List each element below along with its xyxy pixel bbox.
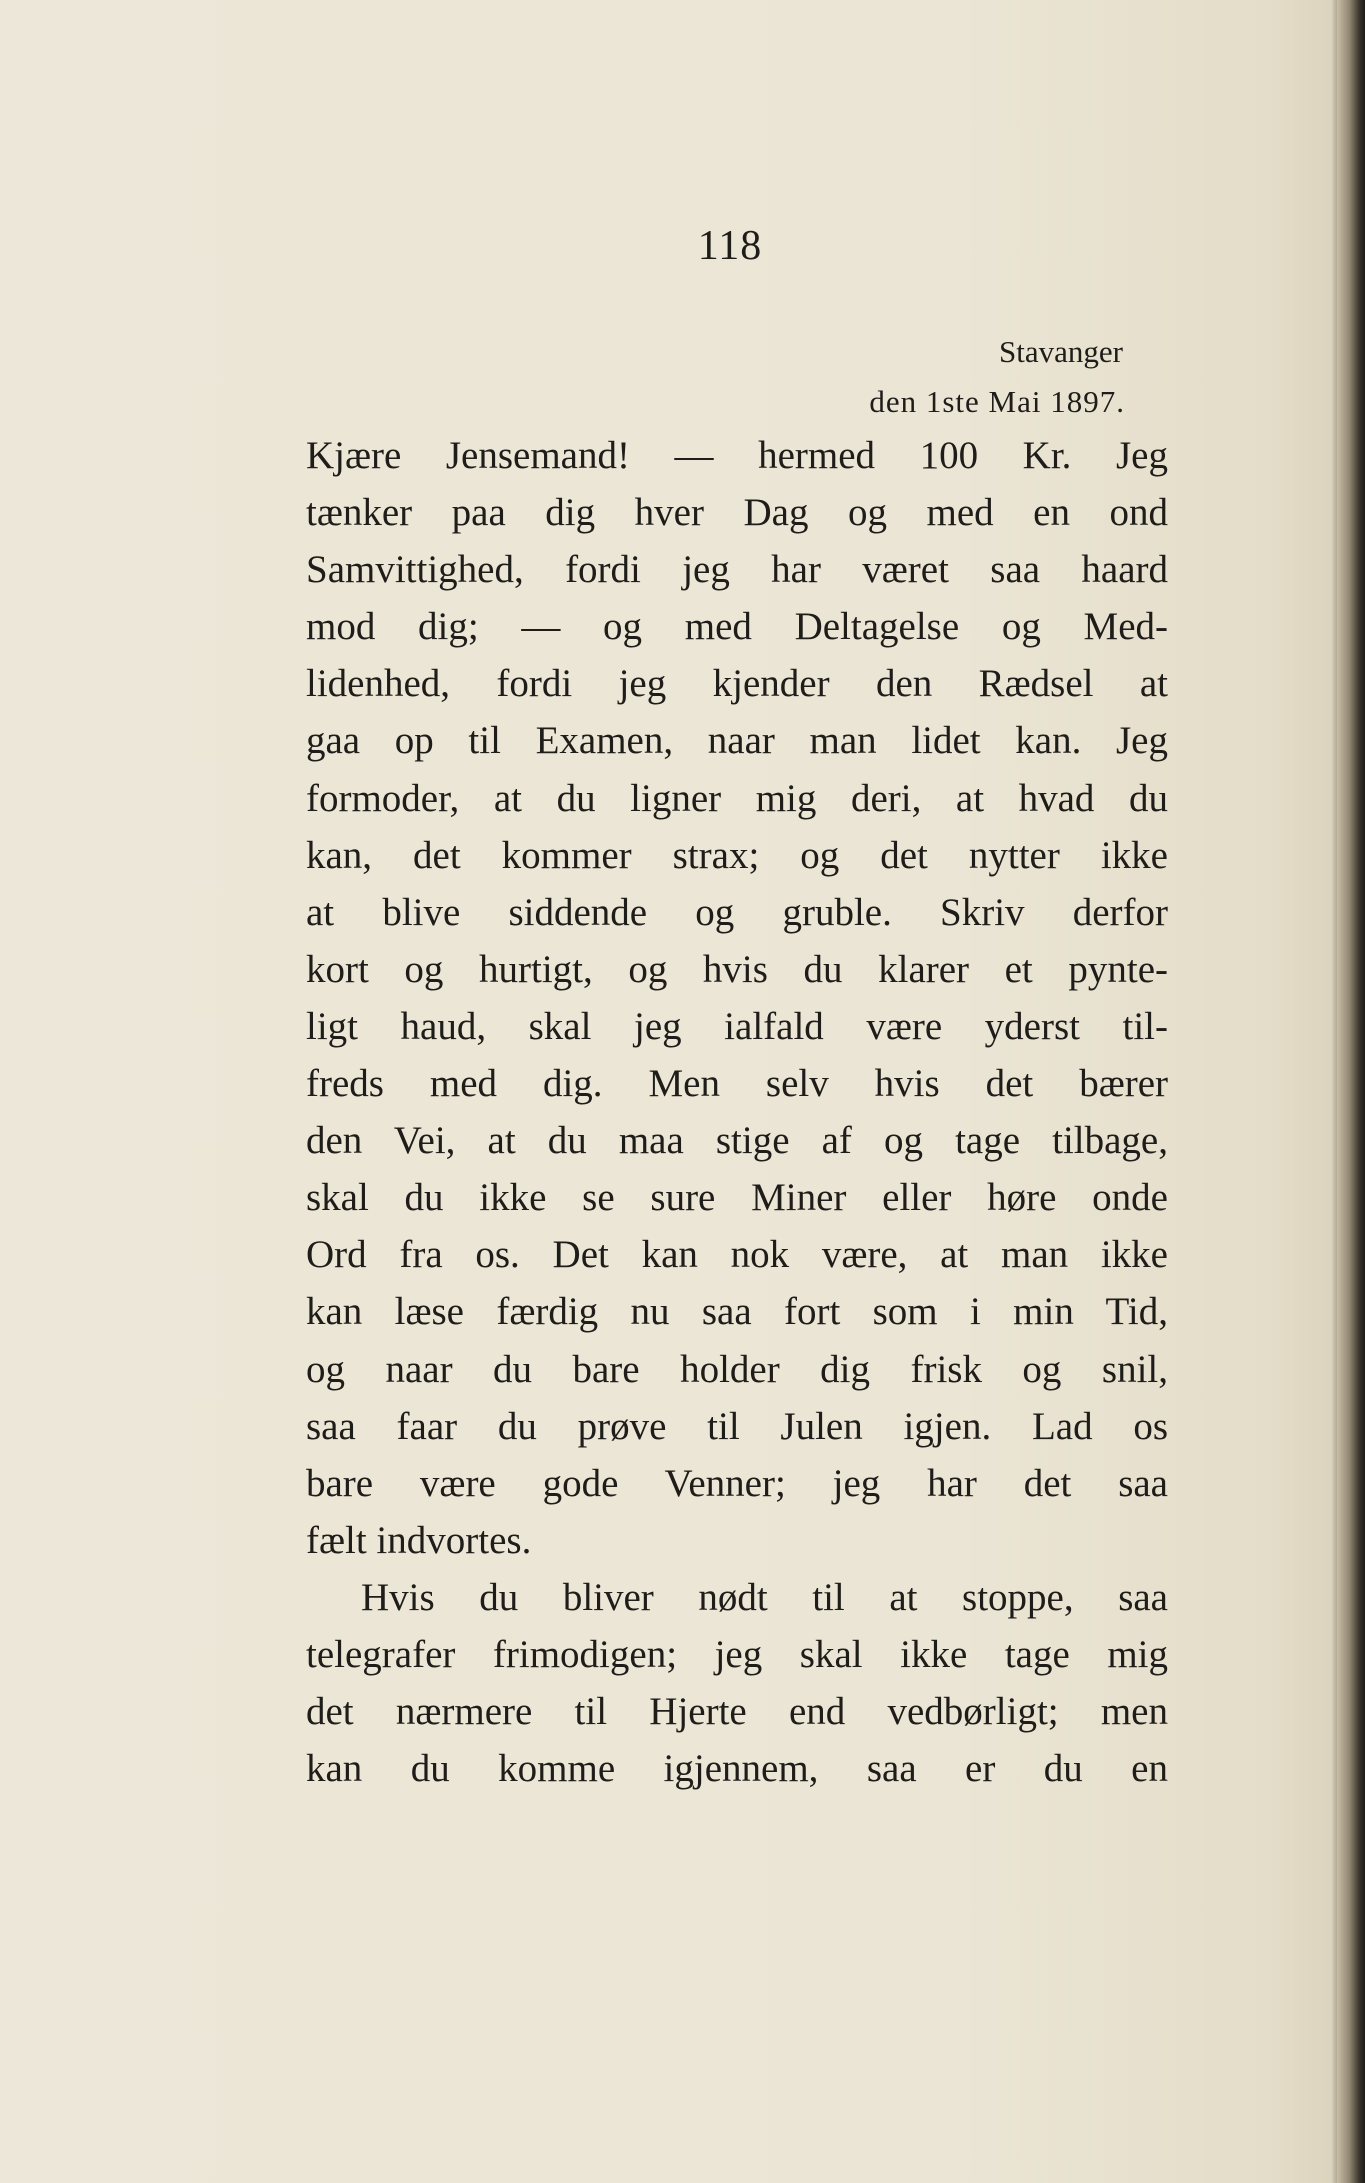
text-line: Kjære Jensemand! — hermed 100 Kr. Jeg <box>306 434 1168 477</box>
text-line: gaa op til Examen, naar man lidet kan. Jeg <box>306 719 1168 763</box>
text-line: saa faar du prøve til Julen igjen. Lad os <box>306 1404 1168 1448</box>
text-line: og naar du bare holder dig frisk og snil, <box>306 1347 1168 1391</box>
text-line: kort og hurtigt, og hvis du klarer et pynte- <box>306 947 1168 991</box>
text-line: tænker paa dig hver Dag og med en ond <box>306 491 1168 535</box>
dateline-date: den 1ste Mai 1897. <box>869 384 1125 419</box>
text-line: Ord fra os. Det kan nok være, at man ikke <box>306 1233 1168 1277</box>
text-line: Hvis du bliver nødt til at stoppe, saa <box>361 1575 1168 1619</box>
text-line: formoder, at du ligner mig deri, at hvad du <box>306 776 1168 820</box>
text-line: mod dig; — og med Deltagelse og Med- <box>306 605 1168 649</box>
dateline-place: Stavanger <box>999 334 1123 369</box>
text-line: den Vei, at du maa stige af og tage tilbage, <box>306 1119 1168 1163</box>
text-line: lidenhed, fordi jeg kjender den Rædsel at <box>306 662 1168 706</box>
text-line: Samvittighed, fordi jeg har været saa haard <box>306 548 1168 592</box>
text-line: telegrafer frimodigen; jeg skal ikke tage mig <box>306 1632 1168 1676</box>
text-line: kan læse færdig nu saa fort som i min Tid, <box>306 1290 1168 1334</box>
text-line: ligt haud, skal jeg ialfald være yderst til- <box>306 1004 1168 1048</box>
text-line: det nærmere til Hjerte end vedbørligt; men <box>306 1690 1168 1734</box>
text-line: kan, det kommer strax; og det nytter ikke <box>306 833 1168 877</box>
text-line: bare være gode Venner; jeg har det saa <box>306 1461 1168 1505</box>
text-line: at blive siddende og gruble. Skriv derfor <box>306 890 1168 934</box>
letter-body <box>306 427 1168 1797</box>
book-spine-edge <box>1337 0 1365 2183</box>
letter-dateline <box>869 327 1125 427</box>
text-line: skal du ikke se sure Miner eller høre onde <box>306 1176 1168 1220</box>
text-line: freds med dig. Men selv hvis det bærer <box>306 1062 1168 1106</box>
text-line: kan du komme igjennem, saa er du en <box>306 1747 1168 1791</box>
text-line: fælt indvortes. <box>306 1518 532 1562</box>
page-number: 118 <box>697 223 763 269</box>
